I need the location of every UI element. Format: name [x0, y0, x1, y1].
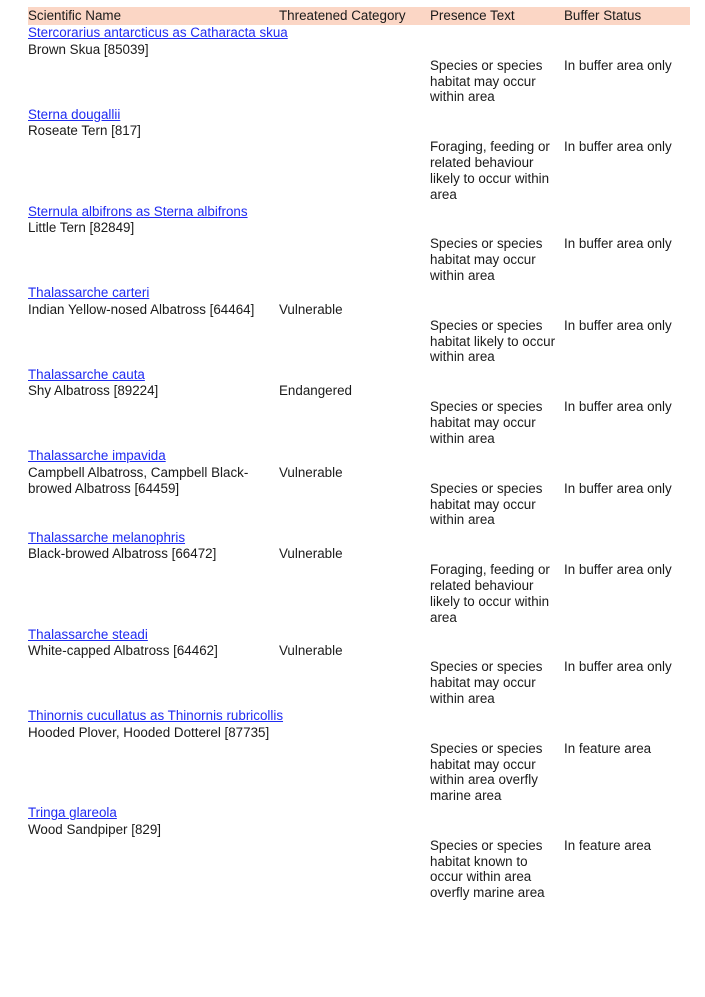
species-entry: [28, 448, 690, 530]
table-row: [28, 642, 690, 706]
threatened-category: [279, 724, 430, 804]
species-scientific-name-link[interactable]: Stercorarius antarcticus as Catharacta skua: [28, 25, 288, 40]
table-row: [28, 382, 690, 446]
presence-text: Species or species habitat may occur within area: [430, 659, 543, 706]
species-entry: [28, 204, 690, 286]
table-row: [28, 724, 690, 804]
presence-text: Species or species habitat may occur within area overfly marine area: [430, 740, 543, 804]
table-row: [28, 821, 690, 901]
species-entry: [28, 285, 690, 367]
species-scientific-name-link[interactable]: Thalassarche impavida: [28, 448, 166, 463]
buffer-status: In buffer area only: [564, 57, 672, 73]
species-entry: [28, 25, 690, 107]
species-common-name: Little Tern [82849]: [28, 220, 135, 236]
header-threatened-category: Threatened Category: [279, 8, 406, 24]
buffer-status: In buffer area only: [564, 139, 672, 155]
buffer-status: In buffer area only: [564, 317, 672, 333]
header-scientific-name: Scientific Name: [28, 8, 122, 24]
species-entry: [28, 805, 690, 902]
presence-text: Species or species habitat likely to occur within area: [430, 317, 556, 365]
presence-text: Foraging, feeding or related behaviour likely to occur within area: [430, 562, 550, 625]
species-scientific-name-link[interactable]: Thalassarche cauta: [28, 366, 145, 382]
header-presence-text: Presence Text: [430, 8, 515, 24]
threatened-category: [279, 219, 430, 283]
threatened-category: Vulnerable: [279, 464, 343, 480]
threatened-category: [279, 122, 430, 202]
species-entry: [28, 367, 690, 449]
species-scientific-name-link[interactable]: Thinornis cucullatus as Thinornis rubricollis: [28, 708, 284, 723]
threatened-category: Endangered: [279, 383, 352, 399]
threatened-category: [279, 41, 430, 105]
buffer-status: In feature area: [564, 740, 652, 756]
species-common-name: Wood Sandpiper [829]: [28, 821, 162, 837]
species-scientific-name-link[interactable]: Thalassarche carteri: [28, 285, 150, 300]
buffer-status: In buffer area only: [564, 480, 672, 496]
buffer-status: In buffer area only: [564, 659, 672, 675]
buffer-status: In feature area: [564, 837, 652, 853]
presence-text: Species or species habitat may occur within area: [430, 57, 543, 105]
species-scientific-name-link[interactable]: Sterna dougallii: [28, 106, 121, 122]
species-common-name: Shy Albatross [89224]: [28, 383, 159, 399]
presence-text: Species or species habitat known to occur within area overfly marine area: [430, 837, 545, 901]
buffer-status: In buffer area only: [564, 399, 672, 415]
species-common-name: Brown Skua [85039]: [28, 41, 149, 57]
species-entry: [28, 107, 690, 204]
species-entry: [28, 530, 690, 627]
species-scientific-name-link[interactable]: Sternula albifrons as Sterna albifrons: [28, 203, 248, 219]
threatened-category: Vulnerable: [279, 643, 343, 659]
species-scientific-name-link[interactable]: Thalassarche melanophris: [28, 529, 186, 545]
species-common-name: Indian Yellow-nosed Albatross [64464]: [28, 301, 255, 317]
presence-text: Species or species habitat may occur within area: [430, 236, 543, 283]
table-row: [28, 122, 690, 202]
table-row: [28, 545, 690, 625]
table-row: [28, 41, 690, 105]
species-entry: [28, 708, 690, 805]
species-entry: [28, 627, 690, 709]
species-common-name: Hooded Plover, Hooded Dotterel [87735]: [28, 724, 270, 740]
presence-text: Species or species habitat may occur within area: [430, 480, 543, 528]
table-row: [28, 464, 690, 528]
threatened-category: Vulnerable: [279, 546, 343, 562]
buffer-status: In buffer area only: [564, 236, 672, 252]
presence-text: Foraging, feeding or related behaviour likely to occur within area: [430, 139, 550, 202]
presence-text: Species or species habitat may occur within area: [430, 399, 543, 446]
threatened-category: [279, 821, 430, 901]
table-row: [28, 301, 690, 365]
species-common-name: Campbell Albatross, Campbell Black-browed Albatross [64459]: [28, 464, 249, 496]
species-scientific-name-link[interactable]: Thalassarche steadi: [28, 626, 148, 642]
table-header: [28, 7, 690, 25]
species-common-name: Roseate Tern [817]: [28, 123, 141, 139]
threatened-category: Vulnerable: [279, 301, 343, 317]
species-common-name: White-capped Albatross [64462]: [28, 643, 218, 659]
header-buffer-status: Buffer Status: [564, 8, 642, 24]
buffer-status: In buffer area only: [564, 562, 672, 578]
species-scientific-name-link[interactable]: Tringa glareola: [28, 805, 117, 820]
species-common-name: Black-browed Albatross [66472]: [28, 546, 217, 562]
table-row: [28, 219, 690, 283]
species-table: [28, 7, 690, 902]
